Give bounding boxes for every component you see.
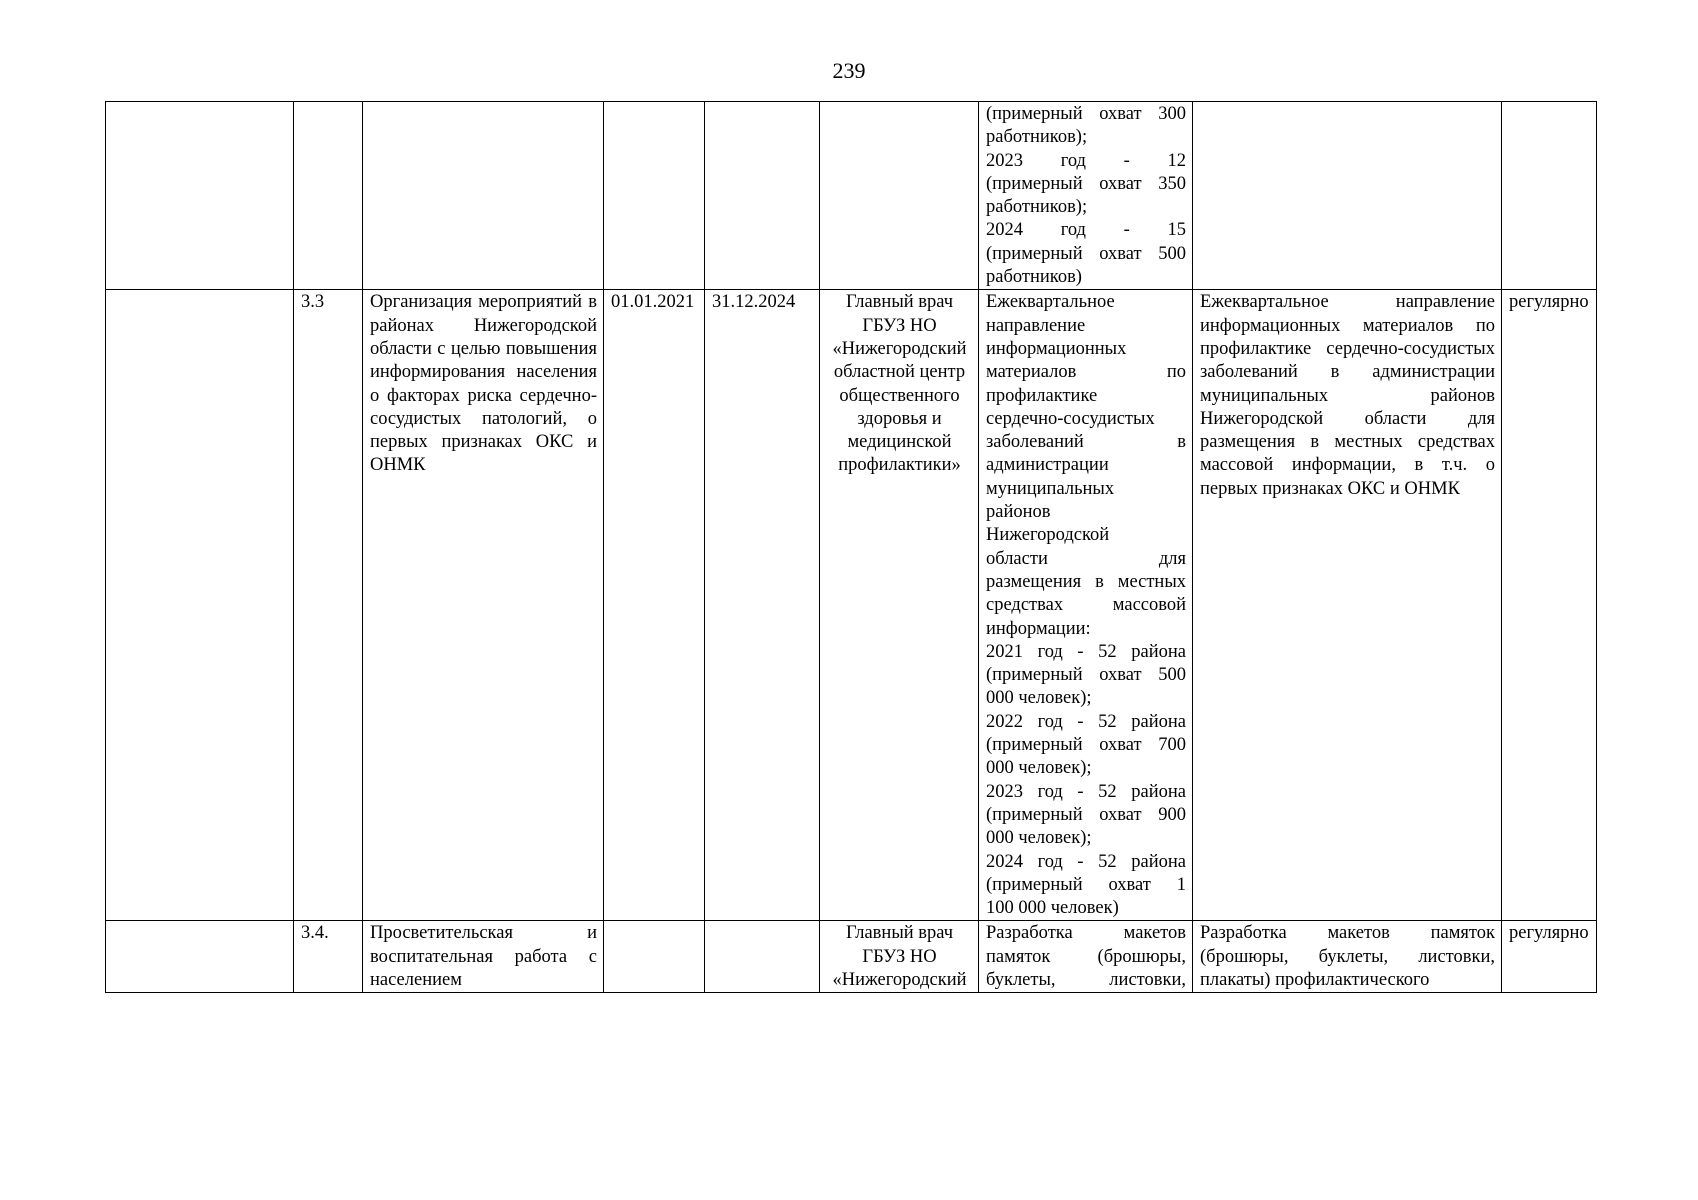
measures-table: [105, 101, 1597, 993]
cell-number: [294, 102, 363, 290]
planned-indicator-line: направление: [986, 315, 1086, 336]
cell-empty: [106, 921, 294, 993]
cell-planned-indicators: [979, 290, 1193, 921]
planned-indicator-line: работников): [986, 267, 1082, 288]
cell-frequency: [1502, 102, 1597, 290]
cell-end-date: 31.12.2024: [705, 290, 820, 921]
table-row: [106, 290, 1597, 921]
planned-indicator-line: (примерный охват 350: [986, 173, 1186, 194]
planned-indicator-line: 2024 год - 15: [986, 220, 1186, 241]
table-row: [106, 921, 1597, 993]
cell-measure-name: Организация мероприятий в районах Нижегородской области с целью повышения информирования населения о факторах риска сердечно-сосудистых патологий, о первых признаках ОКС и ОНМК: [363, 290, 604, 921]
planned-indicator-line: размещения в местных: [986, 571, 1186, 592]
planned-indicator-line: заболеваний в: [986, 432, 1186, 453]
cell-expected-result: Разработка макетов памяток (брошюры, буклеты, листовки, плакаты) профилактического: [1193, 921, 1502, 993]
planned-indicator-line: информации:: [986, 618, 1091, 639]
cell-end-date: [705, 102, 820, 290]
planned-indicator-line: средствах массовой: [986, 595, 1186, 616]
planned-indicator-line: Разработка макетов: [986, 923, 1186, 944]
cell-planned-indicators: [979, 921, 1193, 993]
planned-indicator-line: (примерный охват 1: [986, 874, 1186, 895]
cell-responsible: [820, 102, 979, 290]
planned-indicator-line: работников);: [986, 127, 1088, 148]
cell-frequency: регулярно: [1502, 921, 1597, 993]
cell-start-date: 01.01.2021: [604, 290, 705, 921]
cell-start-date: [604, 102, 705, 290]
cell-expected-result: Ежеквартальное направление информационных материалов по профилактике сердечно-сосудистых заболеваний в администрации муниципальных районов Нижегородской области для размещения в местных средствах массовой информации, в т.ч. о первых признаках ОКС и ОНМК: [1193, 290, 1502, 921]
cell-measure-name: Просветительская и воспитательная работа с населением: [363, 921, 604, 993]
cell-responsible: Главный врач ГБУЗ НО «Нижегородский: [820, 921, 979, 993]
planned-indicator-line: информационных: [986, 338, 1127, 359]
planned-indicator-line: 000 человек);: [986, 688, 1092, 709]
planned-indicator-line: 2021 год - 52 района: [986, 641, 1186, 662]
planned-indicator-line: 100 000 человек): [986, 898, 1119, 919]
table-row: [106, 102, 1597, 290]
page-number: 239: [832, 58, 866, 83]
planned-indicator-line: сердечно-сосудистых: [986, 408, 1155, 429]
planned-indicator-line: буклеты, листовки,: [986, 969, 1186, 990]
planned-indicator-line: районов: [986, 502, 1051, 523]
cell-empty: [106, 102, 294, 290]
cell-number: 3.4.: [294, 921, 363, 993]
planned-indicator-line: (примерный охват 900: [986, 804, 1186, 825]
planned-indicator-line: (примерный охват 500: [986, 665, 1186, 686]
cell-empty: [106, 290, 294, 921]
planned-indicator-line: памяток (брошюры,: [986, 946, 1186, 967]
cell-expected-result: [1193, 102, 1502, 290]
cell-end-date: [705, 921, 820, 993]
cell-frequency: регулярно: [1502, 290, 1597, 921]
planned-indicator-line: работников);: [986, 197, 1088, 218]
cell-responsible: Главный врач ГБУЗ НО «Нижегородский областной центр общественного здоровья и медицинской профилактики»: [820, 290, 979, 921]
planned-indicator-line: 000 человек);: [986, 828, 1092, 849]
planned-indicator-line: 000 человек);: [986, 758, 1092, 779]
cell-planned-indicators: [979, 102, 1193, 290]
planned-indicator-line: профилактике: [986, 385, 1098, 406]
planned-indicator-line: (примерный охват 700: [986, 735, 1186, 756]
planned-indicator-line: 2023 год - 12: [986, 150, 1186, 171]
planned-indicator-line: 2022 год - 52 района: [986, 711, 1186, 732]
planned-indicator-line: (примерный охват 300: [986, 104, 1186, 124]
planned-indicator-line: (примерный охват 500: [986, 243, 1186, 264]
planned-indicator-line: Нижегородской: [986, 525, 1110, 546]
cell-start-date: [604, 921, 705, 993]
table-body: [106, 102, 1597, 993]
cell-measure-name: [363, 102, 604, 290]
planned-indicator-line: 2024 год - 52 района: [986, 851, 1186, 872]
planned-indicator-line: муниципальных: [986, 478, 1115, 499]
planned-indicator-line: 2023 год - 52 района: [986, 781, 1186, 802]
planned-indicator-line: материалов по: [986, 362, 1186, 383]
planned-indicator-line: Ежеквартальное: [986, 292, 1115, 313]
cell-number: 3.3: [294, 290, 363, 921]
planned-indicator-line: администрации: [986, 455, 1109, 476]
planned-indicator-line: области для: [986, 548, 1186, 569]
